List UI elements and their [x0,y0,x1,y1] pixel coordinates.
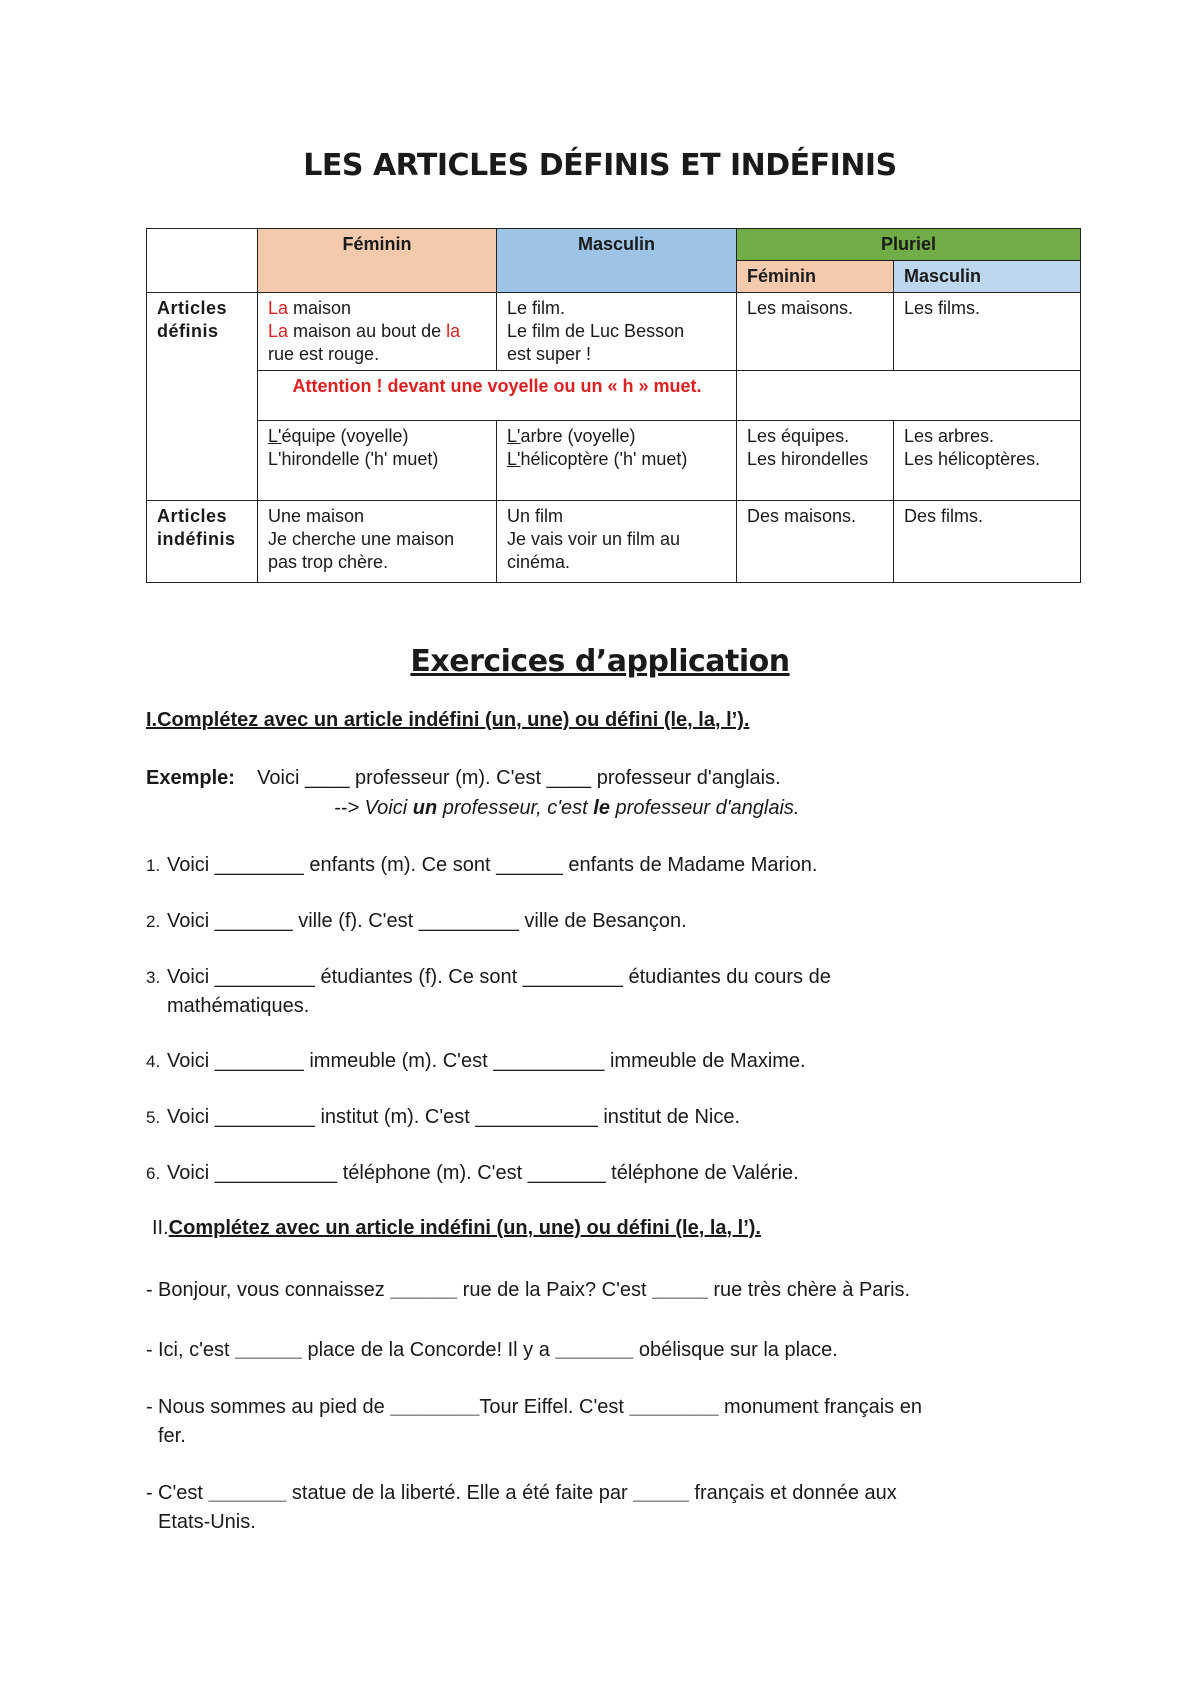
cell-definis-feminin: La maison La maison au bout de la rue est rouge. [258,293,497,371]
example-label: Exemple: [146,767,235,789]
row-head-definis-line2: définis [157,321,219,341]
attention-empty-cell [737,371,1081,421]
example-text: Voici ____ professeur (m). C'est ____ professeur d'anglais. [257,767,781,789]
cell-voyelle-pluriel-masculin: Les arbres. Les hélicoptères. [894,421,1081,501]
row-head-indefinis-line2: indéfinis [157,529,236,549]
header-pluriel-masculin: Masculin [894,261,1081,293]
example-answer: --> Voici un professeur, c'est le professeur d'anglais. [334,797,800,819]
exercises-title: Exercices d’application [410,644,790,679]
section2-item-3: - Nous sommes au pied de ________Tour Eiffel. C'est ________ monument français en [146,1396,922,1418]
exercise-item-5: 5. Voici _________ institut (m). C'est ___________ institut de Nice. [146,1106,741,1128]
header-pluriel: Pluriel [737,229,1081,261]
example-line [146,764,781,793]
cell-voyelle-pluriel-feminin: Les équipes. Les hirondelles [737,421,894,501]
cell-definis-masculin: Le film. Le film de Luc Besson est super ! [497,293,737,371]
exercise-item-3-cont: mathématiques. [167,995,310,1017]
section1-title: I.Complétez avec un article indéfini (un, une) ou défini (le, la, l’). [146,709,750,731]
row-head-definis [147,293,258,501]
cell-indefinis-pluriel-masculin: Des films. [894,501,1081,583]
attention-note: Attention ! devant une voyelle ou un « h » muet. [258,371,737,421]
cell-voyelle-feminin: L'équipe (voyelle) L'hirondelle ('h' muet) [258,421,497,501]
exercise-item-1: 1. Voici ________ enfants (m). Ce sont ______ enfants de Madame Marion. [146,854,818,876]
section2-title: II.Complétez avec un article indéfini (un, une) ou défini (le, la, l’). [152,1217,761,1239]
header-pluriel-feminin: Féminin [737,261,894,293]
section2-item-2: - Ici, c'est ______ place de la Concorde! Il y a _______ obélisque sur la place. [146,1339,838,1361]
exercise-item-6: 6. Voici ___________ téléphone (m). C'est _______ téléphone de Valérie. [146,1162,799,1184]
section2-item-1: - Bonjour, vous connaissez ______ rue de la Paix? C'est _____ rue très chère à Paris. [146,1279,911,1301]
table-corner-cell [147,229,258,293]
header-feminin: Féminin [258,229,497,293]
exercise-item-4: 4. Voici ________ immeuble (m). C'est __________ immeuble de Maxime. [146,1050,806,1072]
cell-indefinis-feminin: Une maison Je cherche une maison pas trop chère. [258,501,497,583]
section2-item-4-cont: Etats-Unis. [158,1511,256,1533]
exercise-item-2: 2. Voici _______ ville (f). C'est _________ ville de Besançon. [146,910,687,932]
cell-definis-pluriel-feminin: Les maisons. [737,293,894,371]
cell-indefinis-masculin: Un film Je vais voir un film au cinéma. [497,501,737,583]
section2-item-3-cont: fer. [158,1425,186,1447]
cell-indefinis-pluriel-feminin: Des maisons. [737,501,894,583]
page-title: LES ARTICLES DÉFINIS ET INDÉFINIS [303,148,897,183]
article-la: La [268,321,289,341]
article-la: la [446,321,461,341]
header-masculin: Masculin [497,229,737,293]
row-head-indefinis [147,501,258,583]
row-head-indefinis-line1: Articles [157,506,228,526]
exercise-item-3: 3. Voici _________ étudiantes (f). Ce sont _________ étudiantes du cours de [146,966,831,988]
section2-item-4: - C'est _______ statue de la liberté. Elle a été faite par _____ français et donnée aux [146,1482,897,1504]
article-la: La [268,298,289,318]
cell-definis-pluriel-masculin: Les films. [894,293,1081,371]
cell-voyelle-masculin: L'arbre (voyelle) L'hélicoptère ('h' muet) [497,421,737,501]
row-head-definis-line1: Articles [157,298,228,318]
articles-table [146,228,1081,583]
